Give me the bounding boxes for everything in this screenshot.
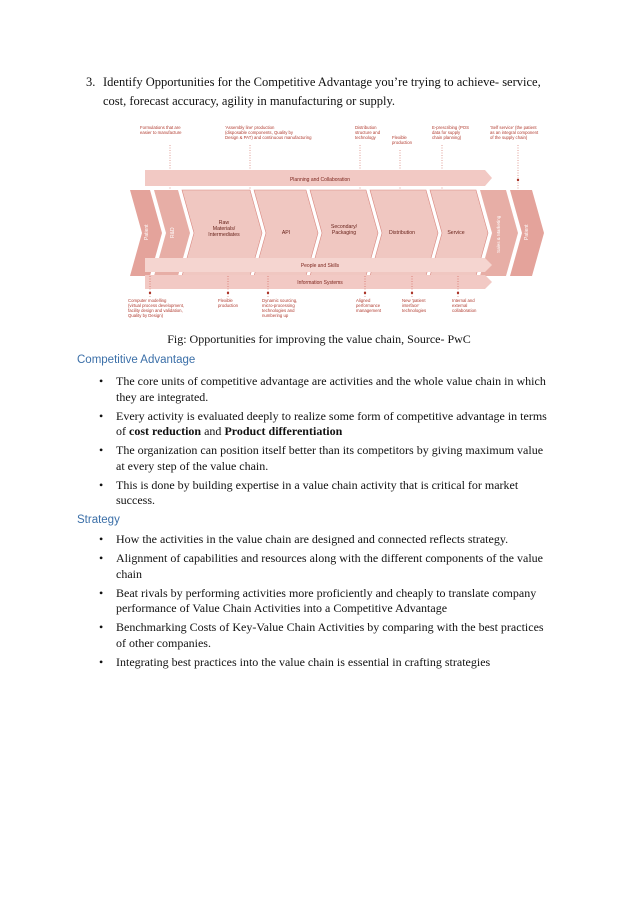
list-item: • How the activities in the value chain are designed and connected reflects strategy. — [99, 532, 509, 546]
right-patient-label: Patient — [524, 224, 530, 240]
top-annotation-6: 'Self service' (the patient as an integral component of the supply chain) — [490, 125, 539, 140]
item-number: 3. — [86, 75, 96, 89]
stage-secondary: Secondary/ Packaging — [330, 224, 358, 236]
numbered-item-3 — [86, 73, 566, 111]
bottom-annotation-2: Flexible production — [218, 298, 239, 308]
list-item: • This is done by building expertise in a value chain activity that is critical for market success. — [99, 477, 519, 507]
list-item: • Beat rivals by performing activities more proficiently and cheaply to translate company performance of Value Chain Activities into a Competitive Advantage — [99, 585, 537, 615]
strategy-heading: Strategy — [77, 514, 120, 526]
list-item: • The core units of competitive advantage are activities and the whole value chain in which they are integrated. — [99, 374, 546, 404]
left-patient-label: Patient — [144, 224, 150, 240]
figure-caption: Fig: Opportunities for improving the value chain, Source- PwC — [167, 332, 471, 346]
top-annotation-3: Distribution structure and technology — [355, 125, 381, 140]
bottom-annotation-4: Aligned performance management — [356, 298, 382, 313]
rd-label: R&D — [170, 227, 176, 238]
item-text: Identify Opportunities for the Competitive Advantage you’re trying to achieve- service, cost, forecast accuracy, agility in manufacturing or supply. — [103, 75, 541, 108]
band-people-label: People and Skills — [300, 263, 340, 269]
band-planning-label: Planning and Collaboration — [289, 177, 351, 183]
top-annotation-2: 'Assembly line' production (disposable components, Quality by Design & PAT) and continuous manufacturing — [225, 125, 312, 140]
value-chain-figure — [120, 120, 550, 333]
competitive-advantage-list — [96, 374, 551, 512]
list-item: • Integrating best practices into the value chain is essential in crafting strategies — [99, 654, 491, 669]
bottom-annotation-3: Dynamic sourcing, micro-processing technologies and numbering up — [262, 298, 298, 318]
sales-label: Sales & Marketing — [496, 215, 501, 253]
top-annotation-4: Flexible production — [392, 135, 413, 145]
stage-raw-materials: Raw Materials/ Intermediates — [208, 220, 240, 238]
competitive-advantage-heading: Competitive Advantage — [77, 354, 196, 366]
list-item: • Benchmarking Costs of Key-Value Chain Activities by comparing with the best practices of other companies. — [99, 620, 544, 650]
band-info-label: Information Systems — [297, 280, 343, 286]
top-annotation-1: Formulations that are easier to manufacture — [140, 125, 182, 135]
bottom-annotation-6: Internal and external collaboration — [452, 298, 477, 313]
list-item: • Alignment of capabilities and resources along with the different components of the value chain — [99, 551, 543, 581]
stage-api: API — [281, 230, 291, 236]
stage-service: Service — [447, 230, 465, 236]
bottom-annotation-1: Computer modelling (virtual process development, facility design and validation, Quality by Design) — [128, 298, 185, 318]
list-item: • Every activity is evaluated deeply to realize some form of competitive advantage in terms of cost reduction and Product differentiation — [99, 408, 547, 438]
bottom-annotation-5: New 'patient interface' technologies — [402, 298, 427, 313]
strategy-list — [96, 532, 551, 674]
stage-distribution: Distribution — [389, 230, 415, 236]
top-annotation-5: E-prescribing (POS data for supply chain planning) — [432, 125, 470, 140]
list-item: • The organization can position itself better than its competitors by giving maximum value at every step of the value chain. — [99, 443, 544, 473]
